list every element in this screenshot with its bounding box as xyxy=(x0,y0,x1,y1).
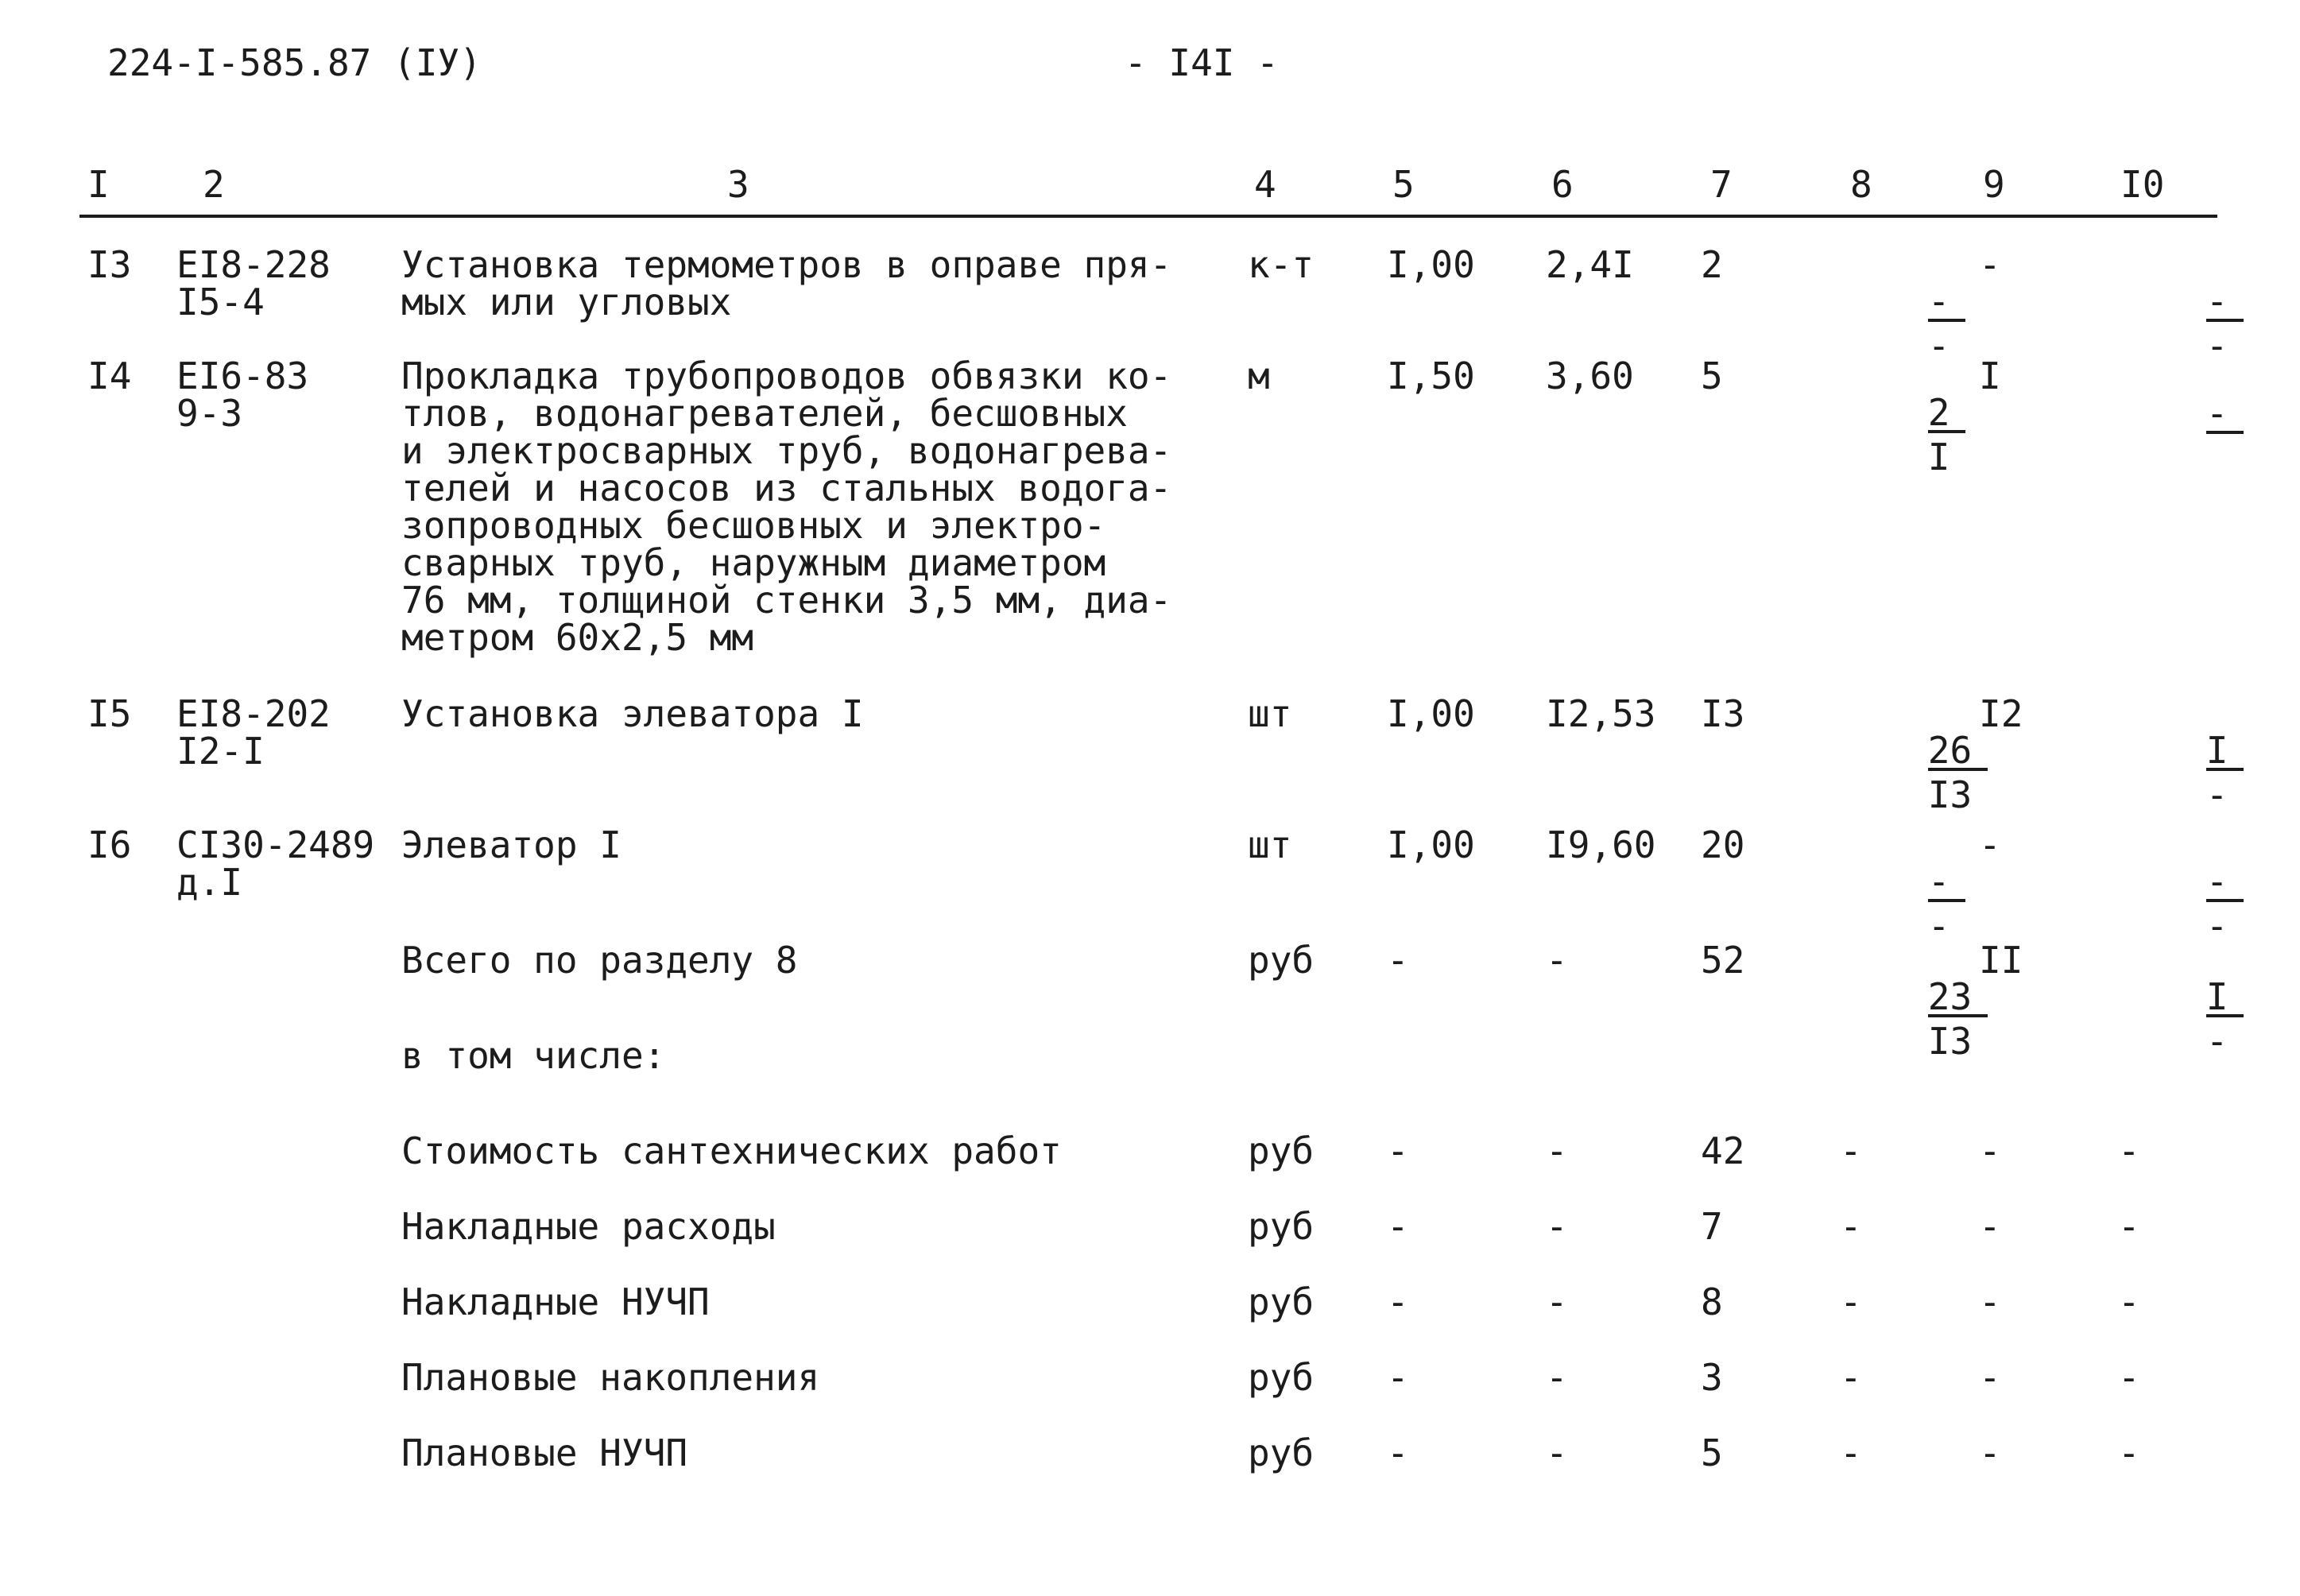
row-number: I3 xyxy=(87,243,132,286)
col9-value: I2 xyxy=(1979,692,2023,735)
col10-value: - xyxy=(2118,1205,2140,1248)
col8-value: $\frac{2}{I}$ xyxy=(1840,358,1965,518)
col10-value: - xyxy=(2118,1280,2140,1323)
col9-value: - xyxy=(1979,1280,2001,1323)
rate-code: CI30-2489 д.I xyxy=(176,823,375,904)
column-header-2: 2 xyxy=(203,163,225,206)
col10-value: - xyxy=(2118,358,2244,471)
total-cost: 7 xyxy=(1701,1205,1723,1248)
column-header-row xyxy=(79,163,2217,219)
col10-value: - xyxy=(2118,1129,2140,1172)
unit: руб xyxy=(1248,1205,1315,1248)
unit-price: - xyxy=(1546,1431,1568,1474)
unit: руб xyxy=(1248,1431,1315,1474)
column-header-9: 9 xyxy=(1983,163,2005,206)
total-cost: 42 xyxy=(1701,1129,1745,1172)
quantity: - xyxy=(1387,1280,1409,1323)
unit: м xyxy=(1248,354,1270,397)
total-cost: 5 xyxy=(1701,1431,1723,1474)
total-cost: 8 xyxy=(1701,1280,1723,1323)
col9-value: - xyxy=(1979,1205,2001,1248)
total-cost: 52 xyxy=(1701,939,1745,982)
row-number: I4 xyxy=(87,354,132,397)
quantity: I,00 xyxy=(1387,243,1475,286)
total-cost: 3 xyxy=(1701,1356,1723,1399)
row-number: I6 xyxy=(87,823,132,866)
unit: шт xyxy=(1248,692,1292,735)
column-header-6: 6 xyxy=(1551,163,1574,206)
unit: руб xyxy=(1248,939,1315,982)
col8-value: $\frac{23}{I3}$ xyxy=(1840,942,1988,1102)
col8-value: - xyxy=(1840,1356,1862,1399)
quantity: I,00 xyxy=(1387,823,1475,866)
column-header-4: 4 xyxy=(1254,163,1276,206)
col9-value: I xyxy=(1979,354,2001,397)
quantity: I,00 xyxy=(1387,692,1475,735)
unit-price: I2,53 xyxy=(1546,692,1656,735)
col9-value: - xyxy=(1979,243,2001,286)
page-number: - I4I - xyxy=(1125,41,1279,84)
section-total-label: Всего по разделу 8 xyxy=(401,939,798,982)
col10-value: - xyxy=(2118,1431,2140,1474)
col10-value: $\frac{I}{-}$ xyxy=(2118,942,2244,1102)
unit-price: 2,4I xyxy=(1546,243,1634,286)
col9-value: - xyxy=(1979,1129,2001,1172)
breakdown-label: Накладные расходы xyxy=(401,1205,776,1248)
col10-value: - xyxy=(2118,1356,2140,1399)
breakdown-label: Плановые НУЧП xyxy=(401,1431,688,1474)
unit-price: - xyxy=(1546,1205,1568,1248)
unit-price: - xyxy=(1546,939,1568,982)
col8-value: - xyxy=(1840,1280,1862,1323)
unit: шт xyxy=(1248,823,1292,866)
column-header-3: 3 xyxy=(727,163,749,206)
unit: руб xyxy=(1248,1280,1315,1323)
unit: руб xyxy=(1248,1129,1315,1172)
rate-code: EI8-202 I2-I xyxy=(176,692,331,773)
breakdown-label: Плановые накопления xyxy=(401,1356,820,1399)
quantity: - xyxy=(1387,1129,1409,1172)
quantity: - xyxy=(1387,1431,1409,1474)
column-header-8: 8 xyxy=(1850,163,1872,206)
unit-price: I9,60 xyxy=(1546,823,1656,866)
col8-value: $\frac{-}{-}$ xyxy=(1840,827,1965,987)
column-header-1: I xyxy=(87,163,110,206)
col10-value: $\frac{I}{-}$ xyxy=(2118,695,2244,856)
col9-value: - xyxy=(1979,823,2001,866)
unit: к-т xyxy=(1248,243,1315,286)
col9-value: - xyxy=(1979,1356,2001,1399)
total-cost: I3 xyxy=(1701,692,1745,735)
breakdown-label: Стоимость сантехнических работ xyxy=(401,1129,1062,1172)
unit-price: - xyxy=(1546,1129,1568,1172)
header-rule xyxy=(79,215,2217,218)
unit-price: - xyxy=(1546,1356,1568,1399)
col8-value: $\frac{-}{-}$ xyxy=(1840,246,1965,407)
column-header-10: I0 xyxy=(2120,163,2165,206)
total-cost: 20 xyxy=(1701,823,1745,866)
col10-value: $\frac{-}{-}$ xyxy=(2118,246,2244,407)
work-description: Прокладка трубопроводов обвязки ко- тлов, водонагревателей, бесшовных и электросварных труб, водонагрева- телей и насосов из стальных водога- зопроводных бесшовных и электро- сварных труб, наружным диаметром 76 мм, толщиной стенки 3,5 мм, диа- метром 60х2,5 мм xyxy=(401,354,1172,659)
total-cost: 5 xyxy=(1701,354,1723,397)
col8-value: - xyxy=(1840,1129,1862,1172)
including-label: в том числе: xyxy=(401,1034,666,1077)
col10-value: $\frac{-}{-}$ xyxy=(2118,827,2244,987)
breakdown-label: Накладные НУЧП xyxy=(401,1280,710,1323)
col8-value: - xyxy=(1840,1205,1862,1248)
unit-price: - xyxy=(1546,1280,1568,1323)
col8-value: - xyxy=(1840,1431,1862,1474)
column-header-7: 7 xyxy=(1710,163,1733,206)
work-description: Установка термометров в оправе пря- мых или угловых xyxy=(401,243,1172,323)
total-cost: 2 xyxy=(1701,243,1723,286)
quantity: - xyxy=(1387,1356,1409,1399)
row-number: I5 xyxy=(87,692,132,735)
quantity: - xyxy=(1387,939,1409,982)
col9-value: - xyxy=(1979,1431,2001,1474)
quantity: - xyxy=(1387,1205,1409,1248)
unit-price: 3,60 xyxy=(1546,354,1634,397)
work-description: Элеватор I xyxy=(401,823,621,866)
work-description: Установка элеватора I xyxy=(401,692,864,735)
col9-value: II xyxy=(1979,939,2023,982)
document-code: 224-I-585.87 (IУ) xyxy=(107,41,482,84)
unit: руб xyxy=(1248,1356,1315,1399)
column-header-5: 5 xyxy=(1392,163,1415,206)
rate-code: EI6-83 9-3 xyxy=(176,354,309,435)
rate-code: EI8-228 I5-4 xyxy=(176,243,331,323)
quantity: I,50 xyxy=(1387,354,1475,397)
col8-value: $\frac{26}{I3}$ xyxy=(1840,695,1988,856)
